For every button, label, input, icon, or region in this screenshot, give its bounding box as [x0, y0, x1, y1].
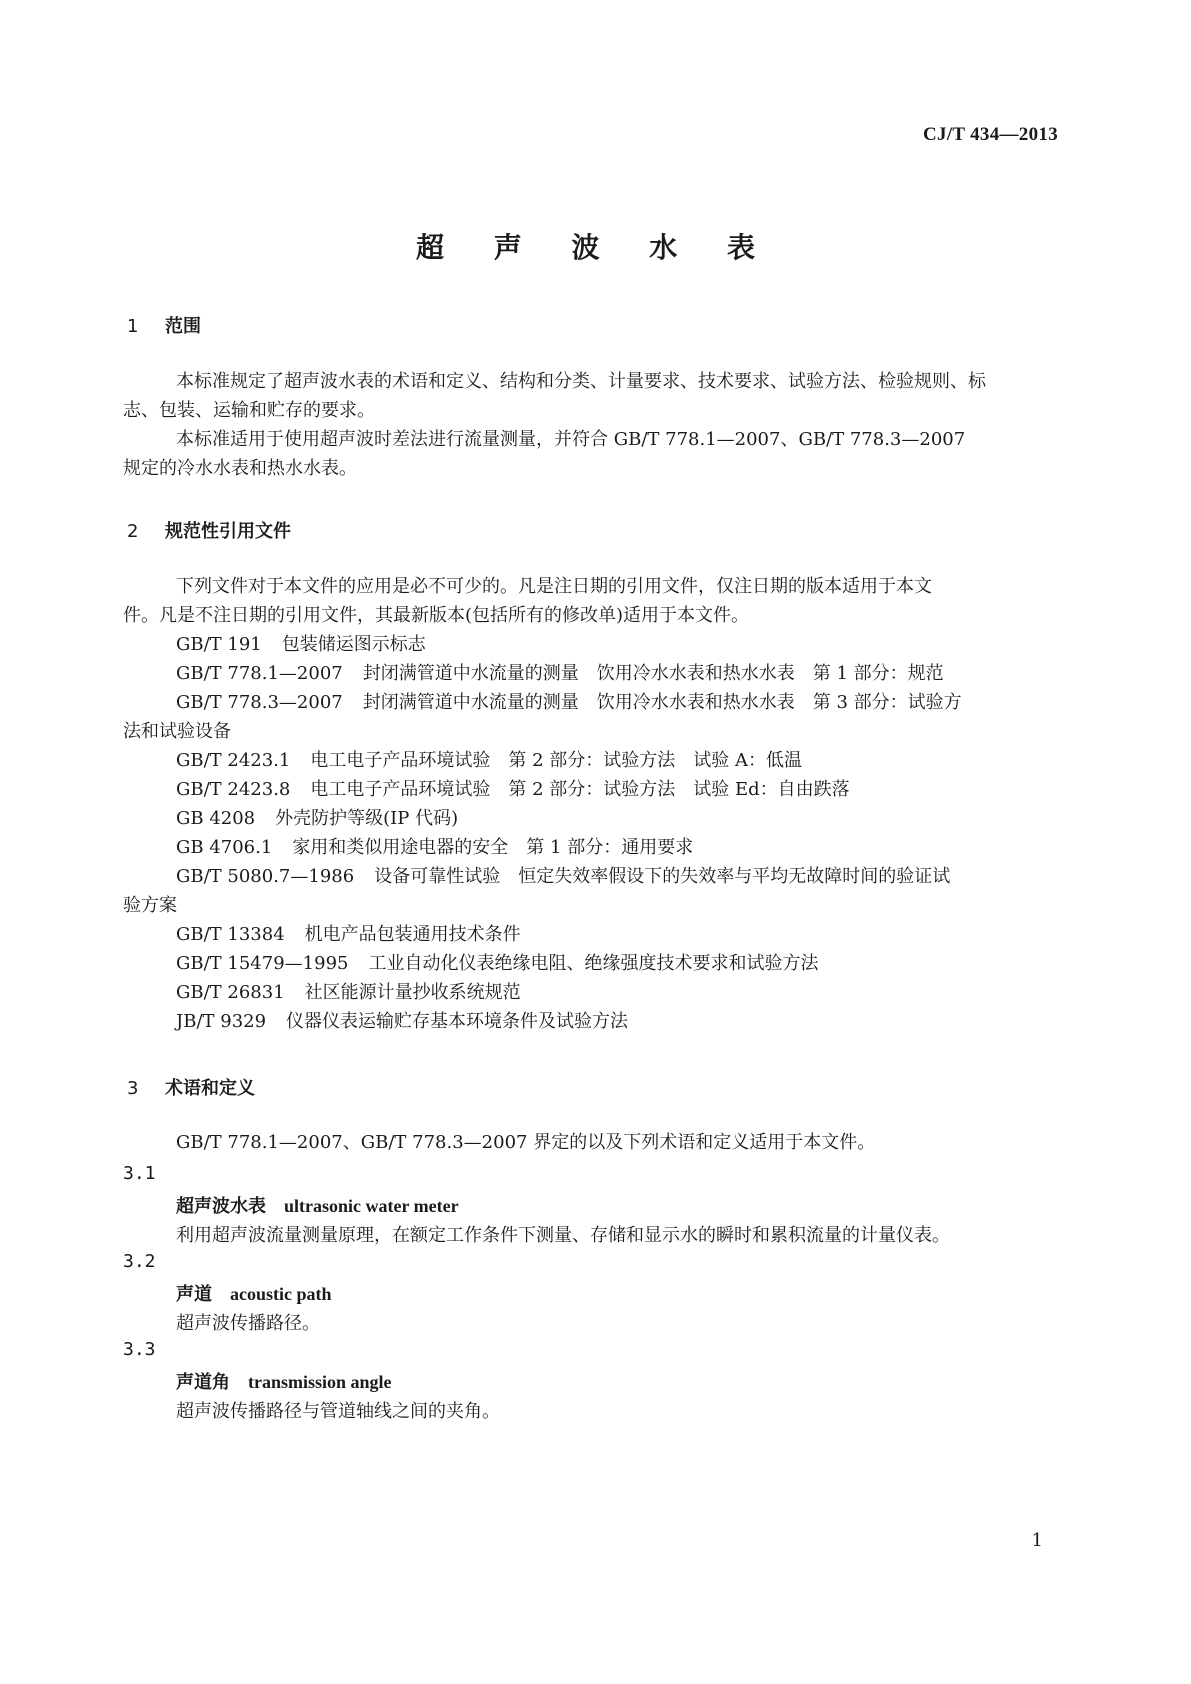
reference-item — [176, 752, 802, 770]
reference-item — [176, 665, 944, 683]
reference-item — [176, 984, 521, 1002]
section-2-heading — [127, 517, 291, 543]
reference-item — [176, 926, 521, 944]
section-number: 2 — [127, 521, 139, 542]
reference-item — [176, 810, 458, 828]
term-number: 3.2 — [123, 1251, 156, 1272]
reference-continuation: 法和试验设备 — [123, 721, 231, 742]
reference-code: GB/T 778.1—2007 — [176, 663, 343, 684]
term-number: 3.1 — [123, 1163, 156, 1184]
reference-title: 设备可靠性试验 恒定失效率假设下的失效率与平均无故障时间的验证试 — [374, 866, 951, 887]
reference-item — [176, 955, 818, 973]
reference-code: GB/T 2423.1 — [176, 750, 291, 771]
paragraph-line: 规定的冷水水表和热水水表。 — [123, 458, 357, 479]
reference-title: 封闭满管道中水流量的测量 饮用冷水水表和热水水表 第 1 部分：规范 — [362, 663, 944, 684]
reference-title: 包装储运图示标志 — [281, 634, 426, 655]
reference-code: GB/T 13384 — [176, 924, 285, 945]
reference-title: 社区能源计量抄收系统规范 — [304, 982, 521, 1003]
reference-item — [176, 636, 426, 654]
term-definition: 利用超声波流量测量原理，在额定工作条件下测量、存储和显示水的瞬时和累积流量的计量仪表。 — [176, 1225, 950, 1246]
term-chinese: 超声波水表 — [176, 1196, 266, 1217]
paragraph-line: 志、包装、运输和贮存的要求。 — [123, 400, 375, 421]
paragraph-line: 本标准规定了超声波水表的术语和定义、结构和分类、计量要求、技术要求、试验方法、检验规则、标 — [176, 371, 986, 392]
reference-item — [176, 868, 950, 886]
reference-title: 外壳防护等级(IP 代码) — [275, 808, 459, 829]
reference-code: GB/T 26831 — [176, 982, 285, 1003]
term-chinese: 声道 — [176, 1284, 212, 1305]
reference-code: GB/T 15479—1995 — [176, 953, 349, 974]
section-title: 范围 — [165, 316, 201, 337]
reference-title: 电工电子产品环境试验 第 2 部分：试验方法 试验 A：低温 — [310, 750, 803, 771]
reference-title: 电工电子产品环境试验 第 2 部分：试验方法 试验 Ed：自由跌落 — [310, 779, 850, 800]
term-heading — [176, 1368, 392, 1394]
term-heading — [176, 1280, 332, 1306]
paragraph-line: 下列文件对于本文件的应用是必不可少的。凡是注日期的引用文件，仅注日期的版本适用于本文 — [176, 576, 932, 597]
term-english: acoustic path — [230, 1284, 332, 1304]
section-title: 规范性引用文件 — [165, 521, 291, 542]
paragraph-line: 件。凡是不注日期的引用文件，其最新版本(包括所有的修改单)适用于本文件。 — [123, 605, 750, 626]
reference-code: GB/T 191 — [176, 634, 262, 655]
term-chinese: 声道角 — [176, 1372, 230, 1393]
page-number: 1 — [1031, 1530, 1043, 1551]
paragraph-line: GB/T 778.1—2007、GB/T 778.3—2007 界定的以及下列术语和定义适用于本文件。 — [176, 1132, 876, 1153]
term-english: transmission angle — [248, 1372, 392, 1392]
reference-item — [176, 839, 693, 857]
reference-title: 仪器仪表运输贮存基本环境条件及试验方法 — [286, 1011, 629, 1032]
reference-title: 封闭满管道中水流量的测量 饮用冷水水表和热水水表 第 3 部分：试验方 — [362, 692, 962, 713]
reference-item — [176, 1013, 628, 1031]
document-title: 超 声 波 水 表 — [416, 231, 775, 264]
term-heading — [176, 1192, 459, 1218]
section-3-heading — [127, 1074, 255, 1100]
reference-title: 家用和类似用途电器的安全 第 1 部分：通用要求 — [292, 837, 694, 858]
reference-item — [176, 694, 962, 712]
reference-continuation: 验方案 — [123, 895, 177, 916]
reference-code: GB 4706.1 — [176, 837, 273, 858]
reference-code: GB/T 5080.7—1986 — [176, 866, 355, 887]
reference-item — [176, 781, 850, 799]
reference-code: GB/T 778.3—2007 — [176, 692, 343, 713]
paragraph-line: 本标准适用于使用超声波时差法进行流量测量，并符合 GB/T 778.1—2007、GB/T 778.3—2007 — [176, 429, 966, 450]
reference-code: GB/T 2423.8 — [176, 779, 291, 800]
term-definition: 超声波传播路径。 — [176, 1313, 320, 1334]
section-number: 3 — [127, 1078, 139, 1099]
reference-code: GB 4208 — [176, 808, 256, 829]
section-title: 术语和定义 — [165, 1078, 255, 1099]
term-definition: 超声波传播路径与管道轴线之间的夹角。 — [176, 1401, 500, 1422]
reference-title: 机电产品包装通用技术条件 — [304, 924, 521, 945]
term-english: ultrasonic water meter — [284, 1196, 459, 1216]
standard-code: CJ/T 434—2013 — [923, 124, 1058, 145]
reference-code: JB/T 9329 — [176, 1011, 267, 1032]
section-number: 1 — [127, 316, 139, 337]
term-number: 3.3 — [123, 1339, 156, 1360]
reference-title: 工业自动化仪表绝缘电阻、绝缘强度技术要求和试验方法 — [368, 953, 819, 974]
section-1-heading — [127, 312, 201, 338]
